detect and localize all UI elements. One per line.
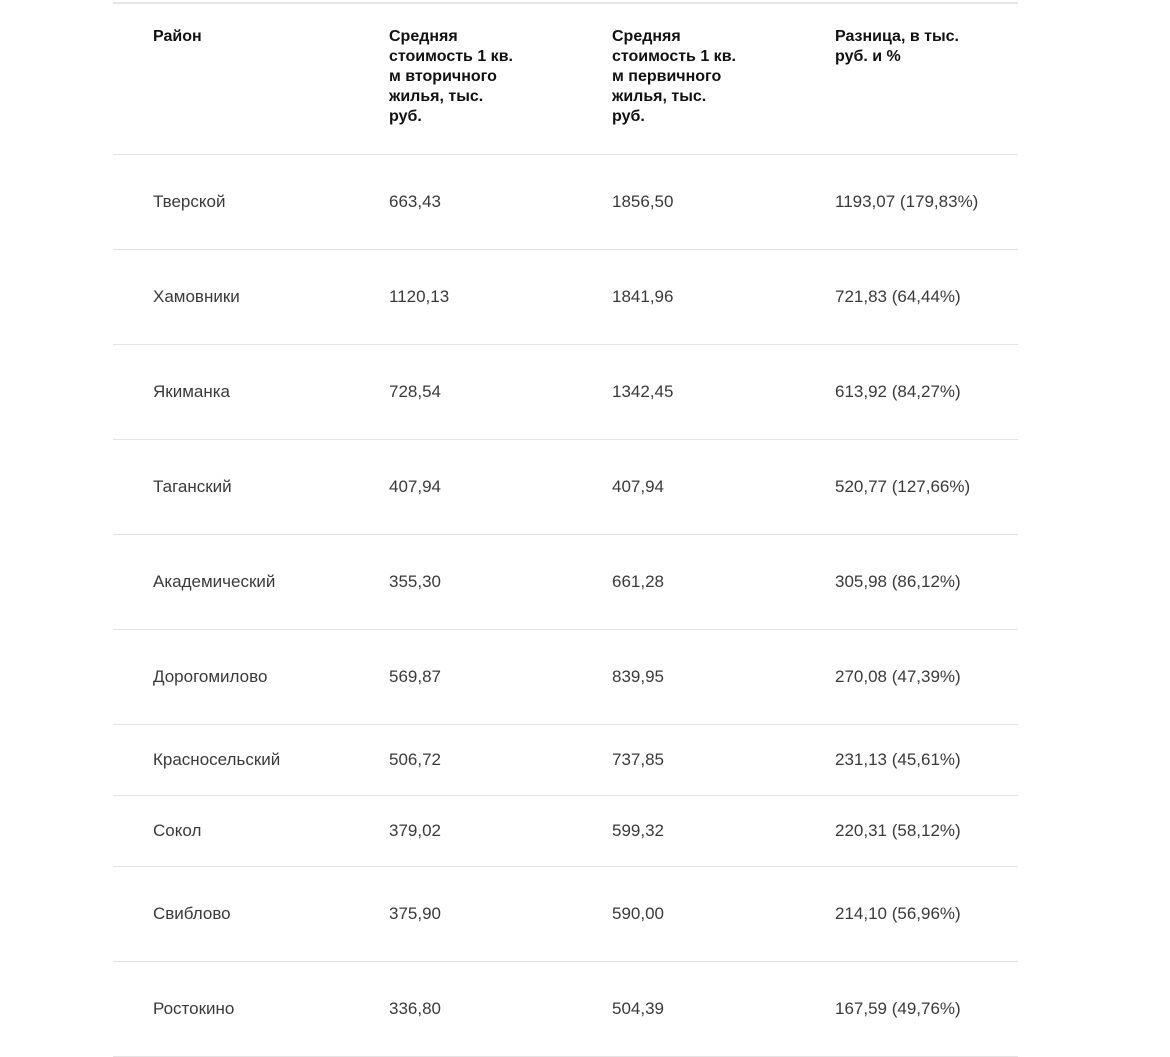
table-row: [113, 629, 1018, 724]
primary-price-cell: 737,85: [612, 750, 664, 769]
table-row: [113, 795, 1018, 866]
difference-cell: 167,59 (49,76%): [835, 999, 961, 1018]
secondary-price-cell: 336,80: [389, 999, 441, 1018]
header-secondary-price: Средняя стоимость 1 кв. м вторичного жилья, тыс. руб.: [389, 28, 513, 125]
difference-cell: 1193,07 (179,83%): [835, 192, 979, 211]
difference-cell: 613,92 (84,27%): [835, 382, 961, 401]
price-table-container: [113, 0, 1018, 1057]
difference-cell: 214,10 (56,96%): [835, 904, 961, 923]
secondary-price-cell: 1120,13: [389, 287, 450, 306]
table-row: [113, 724, 1018, 795]
header-primary-price: Средняя стоимость 1 кв. м первичного жилья, тыс. руб.: [612, 28, 736, 125]
secondary-price-cell: 569,87: [389, 667, 441, 686]
primary-price-cell: 504,39: [612, 999, 664, 1018]
difference-cell: 721,83 (64,44%): [835, 287, 961, 306]
price-table: [113, 4, 1018, 1057]
district-cell: Академический: [153, 572, 276, 591]
table-row: [113, 249, 1018, 344]
table-header-row: [113, 4, 1018, 154]
primary-price-cell: 1342,45: [612, 382, 674, 401]
secondary-price-cell: 728,54: [389, 382, 441, 401]
district-cell: Сокол: [153, 821, 202, 840]
primary-price-cell: 839,95: [612, 667, 664, 686]
primary-price-cell: 661,28: [612, 572, 664, 591]
difference-cell: 220,31 (58,12%): [835, 821, 961, 840]
secondary-price-cell: 379,02: [389, 821, 441, 840]
primary-price-cell: 1856,50: [612, 192, 674, 211]
district-cell: Хамовники: [153, 287, 240, 306]
difference-cell: 520,77 (127,66%): [835, 477, 971, 496]
header-difference: Разница, в тыс. руб. и %: [835, 28, 959, 65]
district-cell: Ростокино: [153, 999, 235, 1018]
table-row: [113, 866, 1018, 961]
table-row: [113, 154, 1018, 249]
primary-price-cell: 590,00: [612, 904, 664, 923]
table-row: [113, 534, 1018, 629]
district-cell: Тверской: [153, 192, 226, 211]
primary-price-cell: 599,32: [612, 821, 664, 840]
district-cell: Якиманка: [153, 382, 231, 401]
district-cell: Таганский: [153, 477, 232, 496]
district-cell: Дорогомилово: [153, 667, 268, 686]
secondary-price-cell: 375,90: [389, 904, 441, 923]
difference-cell: 270,08 (47,39%): [835, 667, 961, 686]
secondary-price-cell: 663,43: [389, 192, 441, 211]
district-cell: Красносельский: [153, 750, 281, 769]
table-row: [113, 439, 1018, 534]
difference-cell: 231,13 (45,61%): [835, 750, 961, 769]
primary-price-cell: 1841,96: [612, 287, 674, 306]
table-row: [113, 344, 1018, 439]
secondary-price-cell: 506,72: [389, 750, 441, 769]
secondary-price-cell: 407,94: [389, 477, 441, 496]
secondary-price-cell: 355,30: [389, 572, 441, 591]
district-cell: Свиблово: [153, 904, 231, 923]
difference-cell: 305,98 (86,12%): [835, 572, 961, 591]
table-row: [113, 961, 1018, 1056]
header-district: Район: [153, 28, 202, 45]
primary-price-cell: 407,94: [612, 477, 664, 496]
